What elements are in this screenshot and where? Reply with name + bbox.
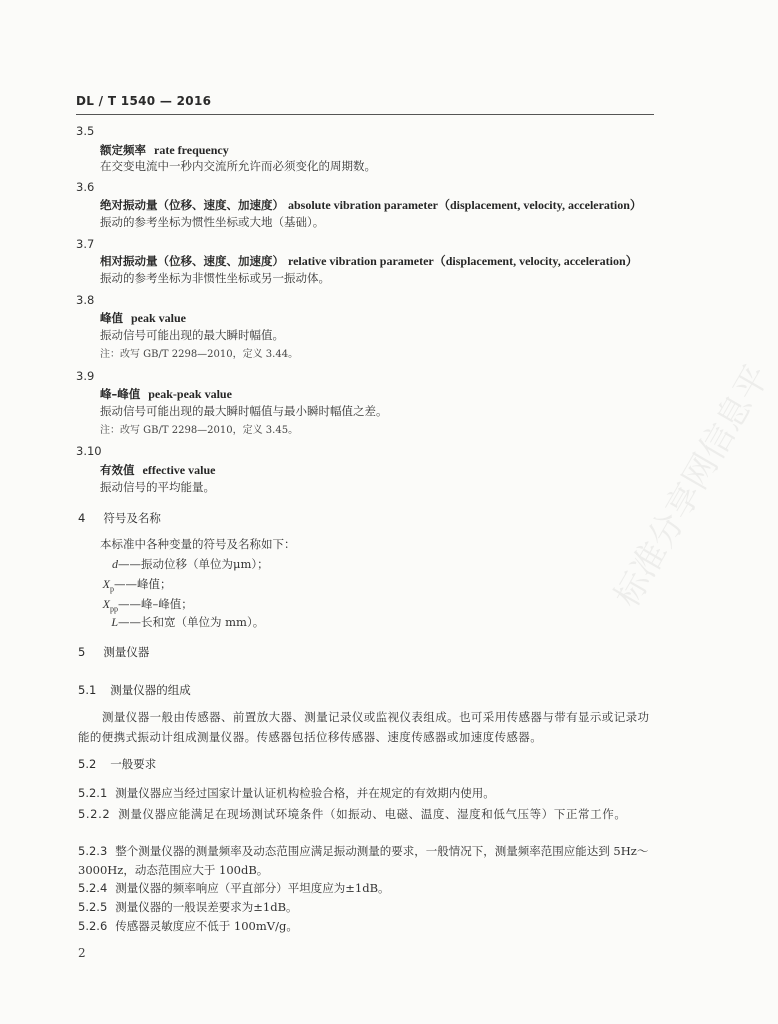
symbol: L [111, 615, 118, 629]
header-rule [76, 114, 654, 115]
symbol: $X_{pp}$ [102, 597, 118, 614]
clause-number: 5.2.4 [78, 881, 108, 895]
section-title: 测量仪器 [103, 645, 150, 659]
clause-5-2-4 [78, 881, 650, 895]
clause-text: 整个测量仪器的测量频率及动态范围应满足振动测量的要求，一般情况下，测量频率范围应能达到 5Hz～3000Hz，动态范围应大于 100dB。 [78, 844, 649, 877]
term-3-9 [100, 387, 232, 401]
term-en: relative vibration parameter（displacement, velocity, acceleration） [288, 254, 638, 268]
section-title: 测量仪器的组成 [110, 683, 191, 697]
term-en: absolute vibration parameter（displacement, velocity, acceleration） [288, 198, 642, 212]
clause-5-2-2 [78, 805, 650, 823]
term-3-6 [100, 198, 642, 212]
term-cn: 峰–峰值 [100, 387, 141, 401]
section-4-intro: 本标准中各种变量的符号及名称如下： [100, 537, 296, 551]
section-number: 5 [78, 645, 86, 659]
clause-number: 5.2.6 [78, 919, 108, 933]
term-en: peak value [131, 311, 187, 325]
definition-3-7: 振动的参考坐标为非惯性坐标或另一振动体。 [100, 271, 330, 285]
definition-3-9: 振动信号可能出现的最大瞬时幅值与最小瞬时幅值之差。 [100, 404, 388, 418]
symbol-desc: ——长和宽（单位为 mm）。 [118, 615, 265, 629]
symbol-row-xpp [84, 597, 193, 616]
clause-text: 测量仪器的一般误差要求为±1dB。 [115, 900, 298, 914]
term-en: effective value [142, 463, 216, 477]
section-title: 符号及名称 [103, 511, 161, 525]
clause-text: 测量仪器应当经过国家计量认证机构检验合格，并在规定的有效期内使用。 [115, 786, 495, 800]
note-3-9: 注：改写 GB/T 2298—2010，定义 3.45。 [100, 425, 299, 436]
watermark: 标准分享网信息平 [606, 358, 778, 614]
term-cn: 相对振动量（位移、速度、加速度） [100, 254, 284, 268]
clause-number-3-7: 3.7 [76, 237, 95, 251]
section-number: 5.2 [78, 757, 97, 771]
symbol-desc: ——振动位移（单位为μm）； [118, 557, 269, 571]
clause-5-2-6 [78, 919, 650, 933]
section-number: 5.1 [78, 683, 97, 697]
clause-number-3-5: 3.5 [76, 124, 95, 138]
clause-5-2-1 [78, 786, 650, 800]
section-5-heading [78, 645, 149, 659]
term-3-5 [100, 143, 229, 157]
note-3-8: 注：改写 GB/T 2298—2010，定义 3.44。 [100, 349, 299, 360]
term-3-8 [100, 311, 186, 325]
clause-text: 测量仪器应能满足在现场测试环境条件（如振动、电磁、温度、湿度和低气压等）下正常工作。 [118, 807, 627, 821]
clause-number: 5.2.2 [78, 807, 111, 821]
standard-number: DL / T 1540 — 2016 [76, 94, 212, 108]
section-number: 4 [78, 511, 86, 525]
section-title: 一般要求 [110, 757, 157, 771]
page-number: 2 [78, 946, 86, 960]
term-3-10 [100, 463, 215, 477]
clause-number-3-9: 3.9 [76, 369, 95, 383]
clause-number: 5.2.3 [78, 844, 108, 858]
section-4-heading [78, 511, 161, 525]
symbol: $X_p$ [102, 577, 114, 594]
definition-3-5: 在交变电流中一秒内交流所允许而必须变化的周期数。 [100, 159, 376, 173]
definition-3-10: 振动信号的平均能量。 [100, 480, 215, 494]
symbol-row-l [94, 615, 264, 634]
clause-text: 传感器灵敏度应不低于 100mV/g。 [115, 919, 298, 933]
clause-number: 5.2.1 [78, 786, 108, 800]
clause-5-2-3 [78, 842, 650, 880]
section-5-1-heading [78, 683, 191, 697]
term-cn: 绝对振动量（位移、速度、加速度） [100, 198, 284, 212]
symbol-desc: ——峰值； [114, 577, 172, 591]
term-3-7 [100, 254, 638, 268]
symbol-desc: ——峰–峰值； [118, 597, 193, 611]
section-5-2-heading [78, 757, 156, 771]
definition-3-6: 振动的参考坐标为惯性坐标或大地（基础）。 [100, 215, 325, 229]
term-cn: 峰值 [100, 311, 123, 325]
symbol-row-d [94, 557, 269, 576]
term-cn: 额定频率 [100, 143, 146, 157]
definition-3-8: 振动信号可能出现的最大瞬时幅值。 [100, 328, 284, 342]
section-5-1-text: 测量仪器一般由传感器、前置放大器、测量记录仪或监视仪表组成。也可采用传感器与带有显示或记录功能的便携式振动计组成测量仪器。传感器包括位移传感器、速度传感器或加速度传感器。 [78, 710, 650, 744]
clause-text: 测量仪器的频率响应（平直部分）平坦度应为±1dB。 [115, 881, 390, 895]
symbol-row-xp [84, 577, 172, 596]
term-en: rate frequency [154, 143, 229, 157]
term-cn: 有效值 [100, 463, 135, 477]
clause-number-3-10: 3.10 [76, 444, 102, 458]
term-en: peak-peak value [148, 387, 232, 401]
symbol: d [112, 557, 118, 571]
clause-5-2-5 [78, 900, 650, 914]
clause-number: 5.2.5 [78, 900, 108, 914]
clause-number-3-6: 3.6 [76, 180, 95, 194]
clause-number-3-8: 3.8 [76, 293, 95, 307]
